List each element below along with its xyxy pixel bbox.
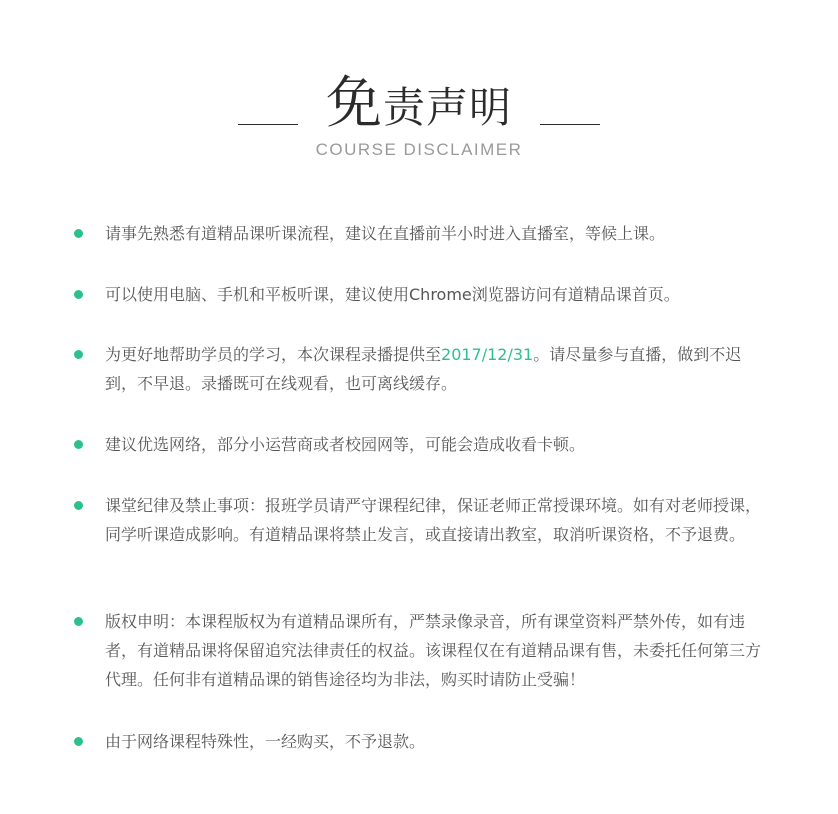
- list-item-text: 为更好地帮助学员的学习，本次课程录播提供至: [105, 345, 442, 364]
- bullet-dot-icon: [74, 229, 83, 238]
- list-item-text: 由于网络课程特殊性，一经购买，不予退款。: [105, 732, 426, 751]
- bullet-dot-icon: [74, 737, 83, 746]
- list-item: [105, 430, 770, 459]
- bullet-dot-icon: [74, 350, 83, 359]
- list-item: [105, 340, 770, 398]
- replay-end-date: 2017/12/31: [441, 345, 534, 364]
- page-title: [0, 71, 838, 138]
- list-item: [105, 607, 770, 694]
- title-rule-right: [540, 124, 600, 125]
- bullet-dot-icon: [74, 617, 83, 626]
- list-item: [105, 219, 770, 248]
- list-item-text: 可以使用电脑、手机和平板听课，建议使用Chrome浏览器访问有道精品课首页。: [105, 285, 680, 304]
- list-item: [105, 727, 770, 756]
- list-item-text: 版权申明：本课程版权为有道精品课所有，严禁录像录音，所有课堂资料严禁外传，如有违者，有道精品课将保留追究法律责任的权益。该课程仅在有道精品课有售，未委托任何第三方代理。任何非有道精品课的销售途径均为非法，购买时请防止受骗！: [105, 612, 762, 689]
- bullet-dot-icon: [74, 501, 83, 510]
- list-item: [105, 280, 770, 309]
- list-item-text: 建议优选网络，部分小运营商或者校园网等，可能会造成收看卡顿。: [105, 435, 586, 454]
- bullet-dot-icon: [74, 290, 83, 299]
- page-title-first-char: 免: [325, 71, 383, 136]
- page-subtitle: COURSE DISCLAIMER: [315, 140, 523, 159]
- list-item-text: 请事先熟悉有道精品课听课流程，建议在直播前半小时进入直播室，等候上课。: [105, 224, 666, 243]
- bullet-dot-icon: [74, 440, 83, 449]
- list-item: [105, 491, 770, 549]
- list-item-text: 课堂纪律及禁止事项：报班学员请严守课程纪律，保证老师正常授课环境。如有对老师授课，同学听课造成影响。有道精品课将禁止发言，或直接请出教室，取消听课资格，不予退费。: [105, 496, 762, 544]
- disclaimer-header: [0, 0, 838, 170]
- page-title-rest: 责声明: [382, 83, 512, 132]
- list-item-text: 。请尽量参与直播，做到不迟到，不早退。录播既可在线观看，也可离线缓存。: [105, 345, 742, 393]
